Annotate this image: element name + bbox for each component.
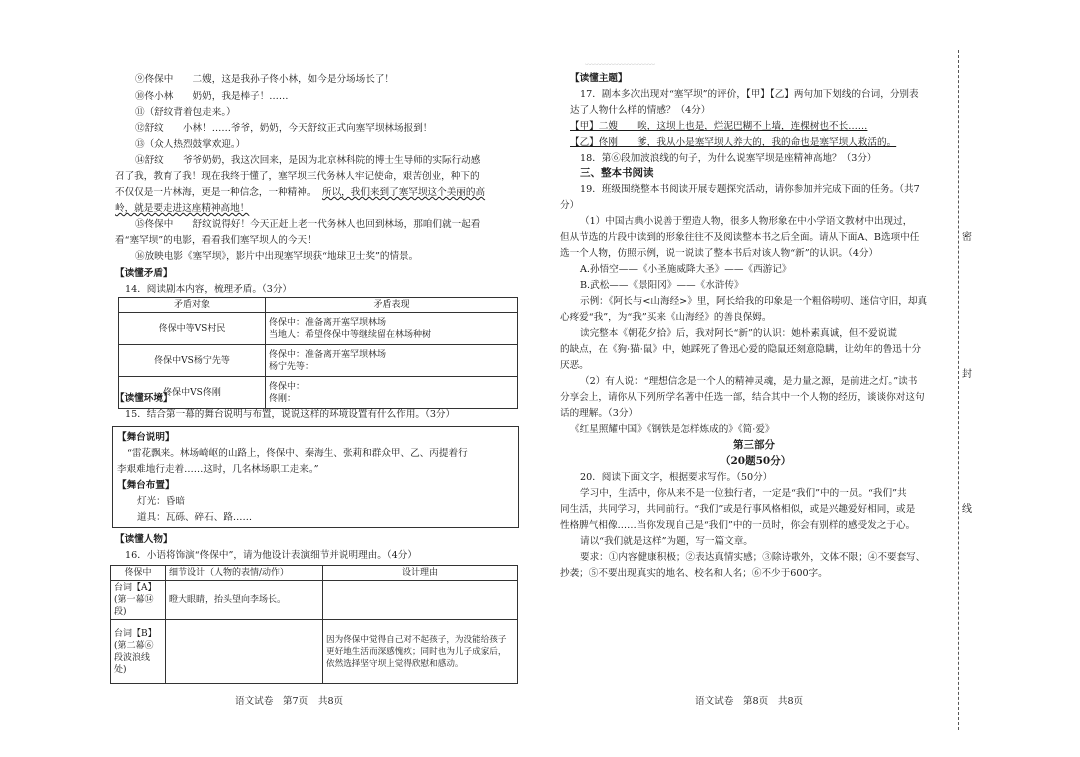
example-line: 心疼爱“我”，为“我”买来《山海经》的善良保姆。 [560,312,772,323]
wavy-underlined-text: 所以，我们来到了塞罕坝这个美丽的高 [322,187,486,198]
design-reason: 因为佟保中觉得自己对不起孩子，为没能给孩子更好地生活而深感愧疚；同时也为儿子成家后，依然选择坚守坝上觉得欣慰和感动。 [323,620,518,684]
question-19: 分） [560,200,580,211]
right-page [540,0,1080,757]
prompt-line: 性格脾气相像……当你发现自己是“我们”中的一员时，你会有别样的感受发之于心。 [560,520,916,531]
conflict-object: 佟保中等VS村民 [119,313,266,345]
script-line: 召了我，教育了我！现在我终于懂了，塞罕坝三代务林人牢记使命，艰苦创业，种下的 [115,171,480,182]
conflict-table [118,297,518,409]
question-20: 20．阅读下面文字，根据要求写作。（50分） [580,472,773,483]
quote-jia: 【甲】二嫂 唉，这坝上也是，烂泥巴糊不上墙，连棵树也不长…… [570,121,868,132]
conflict-line: 佟保中：准备离开塞罕坝林场 [269,349,387,360]
body-line: 的缺点，在《狗·猫·鼠》中，她踩死了鲁迅心爱的隐鼠还刻意隐瞒，让幼年的鲁迅十分 [560,344,922,355]
script-line: 不仅仅是一片林海，更是一种信念，一种精神。 [115,187,317,198]
body-line: （1）中国古典小说善于塑造人物，很多人物形象在中小学语文教材中出现过， [580,216,913,227]
design-reason [323,581,518,620]
stage-text: 灯光：昏暗 [137,496,185,507]
option-b: B.武松——《景阳冈》——《水浒传》 [580,280,744,291]
stage-text: 道具：瓦砾、碎石、路…… [137,512,253,523]
line-ref: 台词【A】(第一幕⑭段) [111,581,166,620]
conflict-line: 佟保中：准备离开塞罕坝林场 [269,317,387,328]
body-line: （2）有人说：“理想信念是一个人的精神灵魂，是力量之源，是前进之灯。”读书 [580,376,918,387]
question-15: 15．结合第一幕的舞台说明与布置，说说这样的环境设置有什么作用。（3分） [125,409,456,420]
requirements-line: 抄袭；⑤不要出现真实的地名、校名和人名；⑥不少于600字。 [560,568,828,579]
question-16: 16．小语将饰演“佟保中”，请为他设计表演细节并说明理由。（4分） [125,550,417,561]
seal-mark: 封 [962,369,972,380]
body-line: 读完整本《朝花夕拾》后，我对阿长“新”的认识：她朴素真诚，但不爱说谎 [580,328,897,339]
part-subtitle: （20题50分） [720,455,792,467]
question-14: 14．阅读剧本内容，梳理矛盾。（3分） [125,284,293,295]
detail-design: 瞪大眼睛，抬头望向李场长。 [166,581,323,620]
requirements-line: 要求：①内容健康积极；②表达真情实感；③除诗歌外，文体不限；④不要套写、 [580,552,926,563]
section-heading: 三、整本书阅读 [580,167,654,179]
script-line: ⑯放映电影《塞罕坝》，影片中出现塞罕坝获“地球卫士奖”的情景。 [135,251,419,262]
conflict-line: 杨宁先等： [269,361,315,372]
conflict-line: 当地人：希望佟保中等继续留在林场种树 [269,329,432,340]
stage-direction-box [112,426,519,528]
table-header: 设计理由 [323,566,518,581]
table-header: 细节设计（人物的表情/动作） [166,566,323,581]
detail-design [166,620,323,684]
body-line: 话的理解。（3分） [560,408,639,419]
question-19: 19．班级围绕整本书阅读开展专题探究活动，请你参加并完成下面的任务。（共7 [580,184,920,195]
page-footer: 语文试卷 第7页 共8页 [235,696,344,707]
script-line: ⑫舒纹 小林！……爷爷，奶奶，今天舒纹正式向塞罕坝林场报到！ [135,123,433,134]
seal-mark: 线 [962,504,972,515]
section-heading: 【读懂环境】 [115,393,173,404]
question-18: 18．第⑥段加波浪线的句子，为什么说塞罕坝是座精神高地？（3分） [580,153,877,164]
script-line: ⑨佟保中 二嫂，这是我孙子佟小林，如今是分场场长了！ [135,74,395,85]
faded-mark: ﹏﹏﹏﹏﹏﹏﹏ [585,56,655,67]
acting-table [110,565,518,684]
section-heading: 【读懂主题】 [570,73,628,84]
body-line: 选一个人物，仿照示例，说一说读了整本书后对该人物“新”的认识。（4分） [560,248,879,259]
wavy-underlined-text: 岭，就是要走进这座精神高地！ [115,203,250,214]
page-footer: 语文试卷 第8页 共8页 [695,696,804,707]
question-17: 达了人物什么样的情感？（4分） [570,105,711,116]
script-line: ⑮佟保中 舒纹说得好！今天正赶上老一代务林人也回到林场，那咱们就一起看 [135,219,481,230]
body-line: 厌恶。 [560,360,589,371]
script-line: ⑪（舒纹背着包走来。） [135,107,236,118]
question-17: 17．剧本多次出现对“塞罕坝”的评价，【甲】【乙】两句加下划线的台词，分别表 [580,89,919,100]
stage-text: “雷花飘来。林场崎岖的山路上，佟保中、秦海生、张莉和群众甲、乙、丙提着行 [127,448,468,459]
section-heading: 【读懂人物】 [115,534,173,545]
conflict-line: 佟保中： [269,381,306,392]
table-header: 矛盾表现 [266,298,518,313]
option-a: A.孙悟空——《小圣施威降大圣》——《西游记》 [580,264,792,275]
line-ref: 台词【B】(第二幕⑥段波浪线处) [111,620,166,684]
seal-mark: 密 [962,232,972,243]
body-line: 分享会上，请你从下列所学名著中任选一部，结合其中一个人物的经历，谈谈你对这句 [560,392,925,403]
stage-title: 【舞台布置】 [117,480,175,491]
conflict-line: 佟刚： [269,393,297,404]
section-heading: 【读懂矛盾】 [115,268,173,279]
conflict-object: 佟保中VS杨宁先等 [119,345,266,377]
body-line: 但从节选的片段中读到的形象往往不及阅读整本书之后全面。请从下面A、B选项中任 [560,232,920,243]
prompt-line: 同生活，共同学习，共同前行。“我们”或是行事风格相似，或是兴趣爱好相同，或是 [560,504,916,515]
table-header: 佟保中 [111,566,166,581]
part-title: 第三部分 [733,439,775,451]
prompt-line: 请以“我们就是这样”为题，写一篇文章。 [580,536,753,547]
conflict-object: 佟保中VS佟刚 [119,377,266,409]
stage-text: 李艰难地行走着……这时，几名林场职工走来。” [117,464,319,475]
seal-line [958,50,959,730]
script-line: ⑭舒纹 爷爷奶奶，我这次回来，是因为北京林科院的博士生导师的实际行动感 [135,155,481,166]
prompt-line: 学习中，生活中，你从来不是一位独行者，一定是“我们”中的一员。“我们”共 [580,488,907,499]
table-header: 矛盾对象 [119,298,266,313]
example-line: 示例：《阿长与<山海经>》里，阿长给我的印象是一个粗俗唠叨、迷信守旧，却真 [580,296,928,307]
script-line: 看“塞罕坝”的电影，看看我们塞罕坝人的今天！ [115,235,317,246]
book-list: 《红星照耀中国》《钢铁是怎样炼成的》《简·爱》 [570,424,775,435]
stage-title: 【舞台说明】 [117,432,175,443]
script-line: ⑬（众人热烈鼓掌欢迎。） [135,139,246,150]
quote-yi: 【乙】佟刚 爹，我从小是塞罕坝人养大的，我的命也是塞罕坝人救活的。 [570,137,897,148]
script-line: ⑩佟小林 奶奶，我是棒子！…… [135,91,289,102]
